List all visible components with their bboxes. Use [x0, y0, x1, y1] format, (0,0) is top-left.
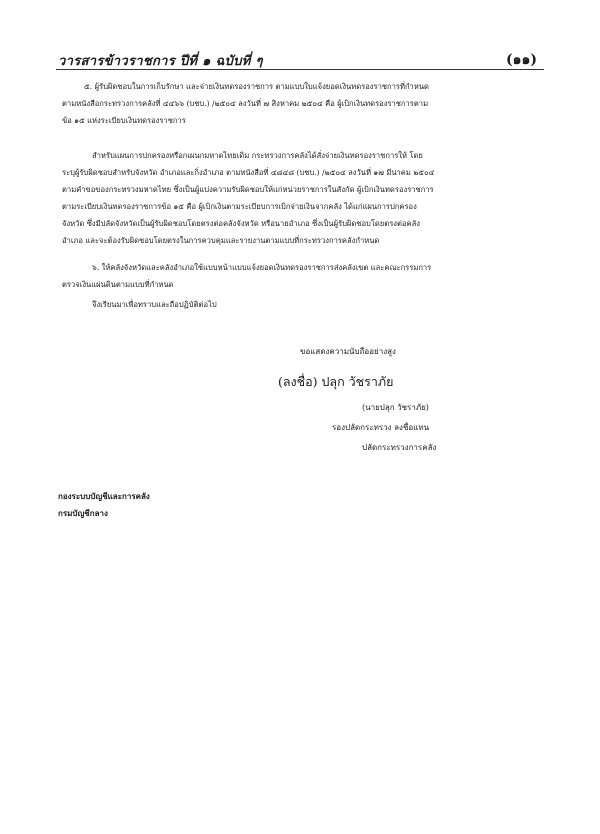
signed-name: (ลงชื่อ) ปลุก วัชราภัย — [278, 374, 394, 389]
admin-paragraph-line: จังหวัด ซึ่งมีปลัดจังหวัดเป็นผู้รับผิดชอบโดยตรงต่อคลังจังหวัด หรือนายอำเภอ ซึ่งเป็นผู้รับผิดชอบโดยตรงต่อคลัง — [62, 219, 420, 228]
paragraph-5-line: ๕. ผู้รับผิดชอบในการเก็บรักษา และจ่ายเงินทดรองราชการ ตามแบบใบแจ้งยอดเงินทดรองราชการที่กำหนด — [84, 82, 429, 91]
closing-line: จึงเรียนมาเพื่อทราบและถือปฏิบัติต่อไป — [92, 300, 217, 309]
admin-paragraph-line: ระบุผู้รับผิดชอบสำหรับจังหวัด อำเภอและกิ่งอำเภอ ตามหนังสือที่ ๔๘๔๘ (บชบ.) /๒๕๐๔ ลงวันที่ ๑๗ มีนาคม ๒๕๐๔ — [62, 168, 435, 177]
header-rule — [56, 69, 544, 70]
paragraph-5-line: ข้อ ๑๕ แห่งระเบียบเงินทดรองราชการ — [62, 116, 186, 125]
admin-paragraph-line: สำหรับแผนการปกครองหรือกเผนกมหาดไทยเดิม กระทรวงการคลังได้สั่งจ่ายเงินทดรองราชการให้ โดย — [92, 151, 423, 160]
admin-paragraph-line: ตามระเบียบเงินทดรองราชการข้อ ๑๕ คือ ผู้เบิกเงินตามระเบียบการเบิกจ่ายเงินจากคลัง ได้แก่แผนการปกครอง — [62, 202, 417, 211]
signatory-position: รองปลัดกระทรวง ลงชื่อแทน — [332, 423, 430, 432]
division-name: กองระบบบัญชีและการคลัง — [58, 491, 150, 501]
admin-paragraph-line: ตามคำขอของกระทรวงมหาดไทย ซึ่งเป็นผู้แบ่งความรับผิดชอบให้แก่หน่วยราชการในสังกัด ผู้เบิกเงินทดรองราชการ — [62, 185, 434, 194]
paragraph-5-line: ตามหนังสือกระทรวงการคลังที่ ๔๔๖๖ (บชบ.) /๒๕๐๔ ลงวันที่ ๗ สิงหาคม ๒๕๐๔ คือ ผู้เบิกเงินทดรองราชการตาม — [62, 99, 429, 108]
department-name: กรมบัญชีกลาง — [58, 508, 108, 518]
paragraph-6-line: ตรวจเงินแผ่นดินตามแบบที่กำหนด — [62, 280, 174, 289]
page-number: (๑๑) — [506, 52, 538, 68]
signatory-name: (นายปลุก วัชราภัย) — [362, 403, 429, 412]
respect-phrase: ขอแสดงความนับถืออย่างสูง — [300, 347, 396, 356]
paragraph-6-line: ๖. ให้คลังจังหวัดและคลังอำเภอใช้แบบหน้าแบบแจ้งยอดเงินทดรองราชการส่งคลังเขต และคณะกรรมการ — [92, 263, 432, 272]
admin-paragraph-line: อำเภอ และจะต้องรับผิดชอบโดยตรงในการควบคุมและรายงานตามแบบที่กระทรวงการคลังกำหนด — [62, 236, 380, 245]
journal-title: วารสารข้าวราชการ ปีที่ ๑ ฉบับที่ ๆ — [58, 54, 263, 69]
signatory-office: ปลัดกระทรวงการคลัง — [362, 443, 437, 452]
